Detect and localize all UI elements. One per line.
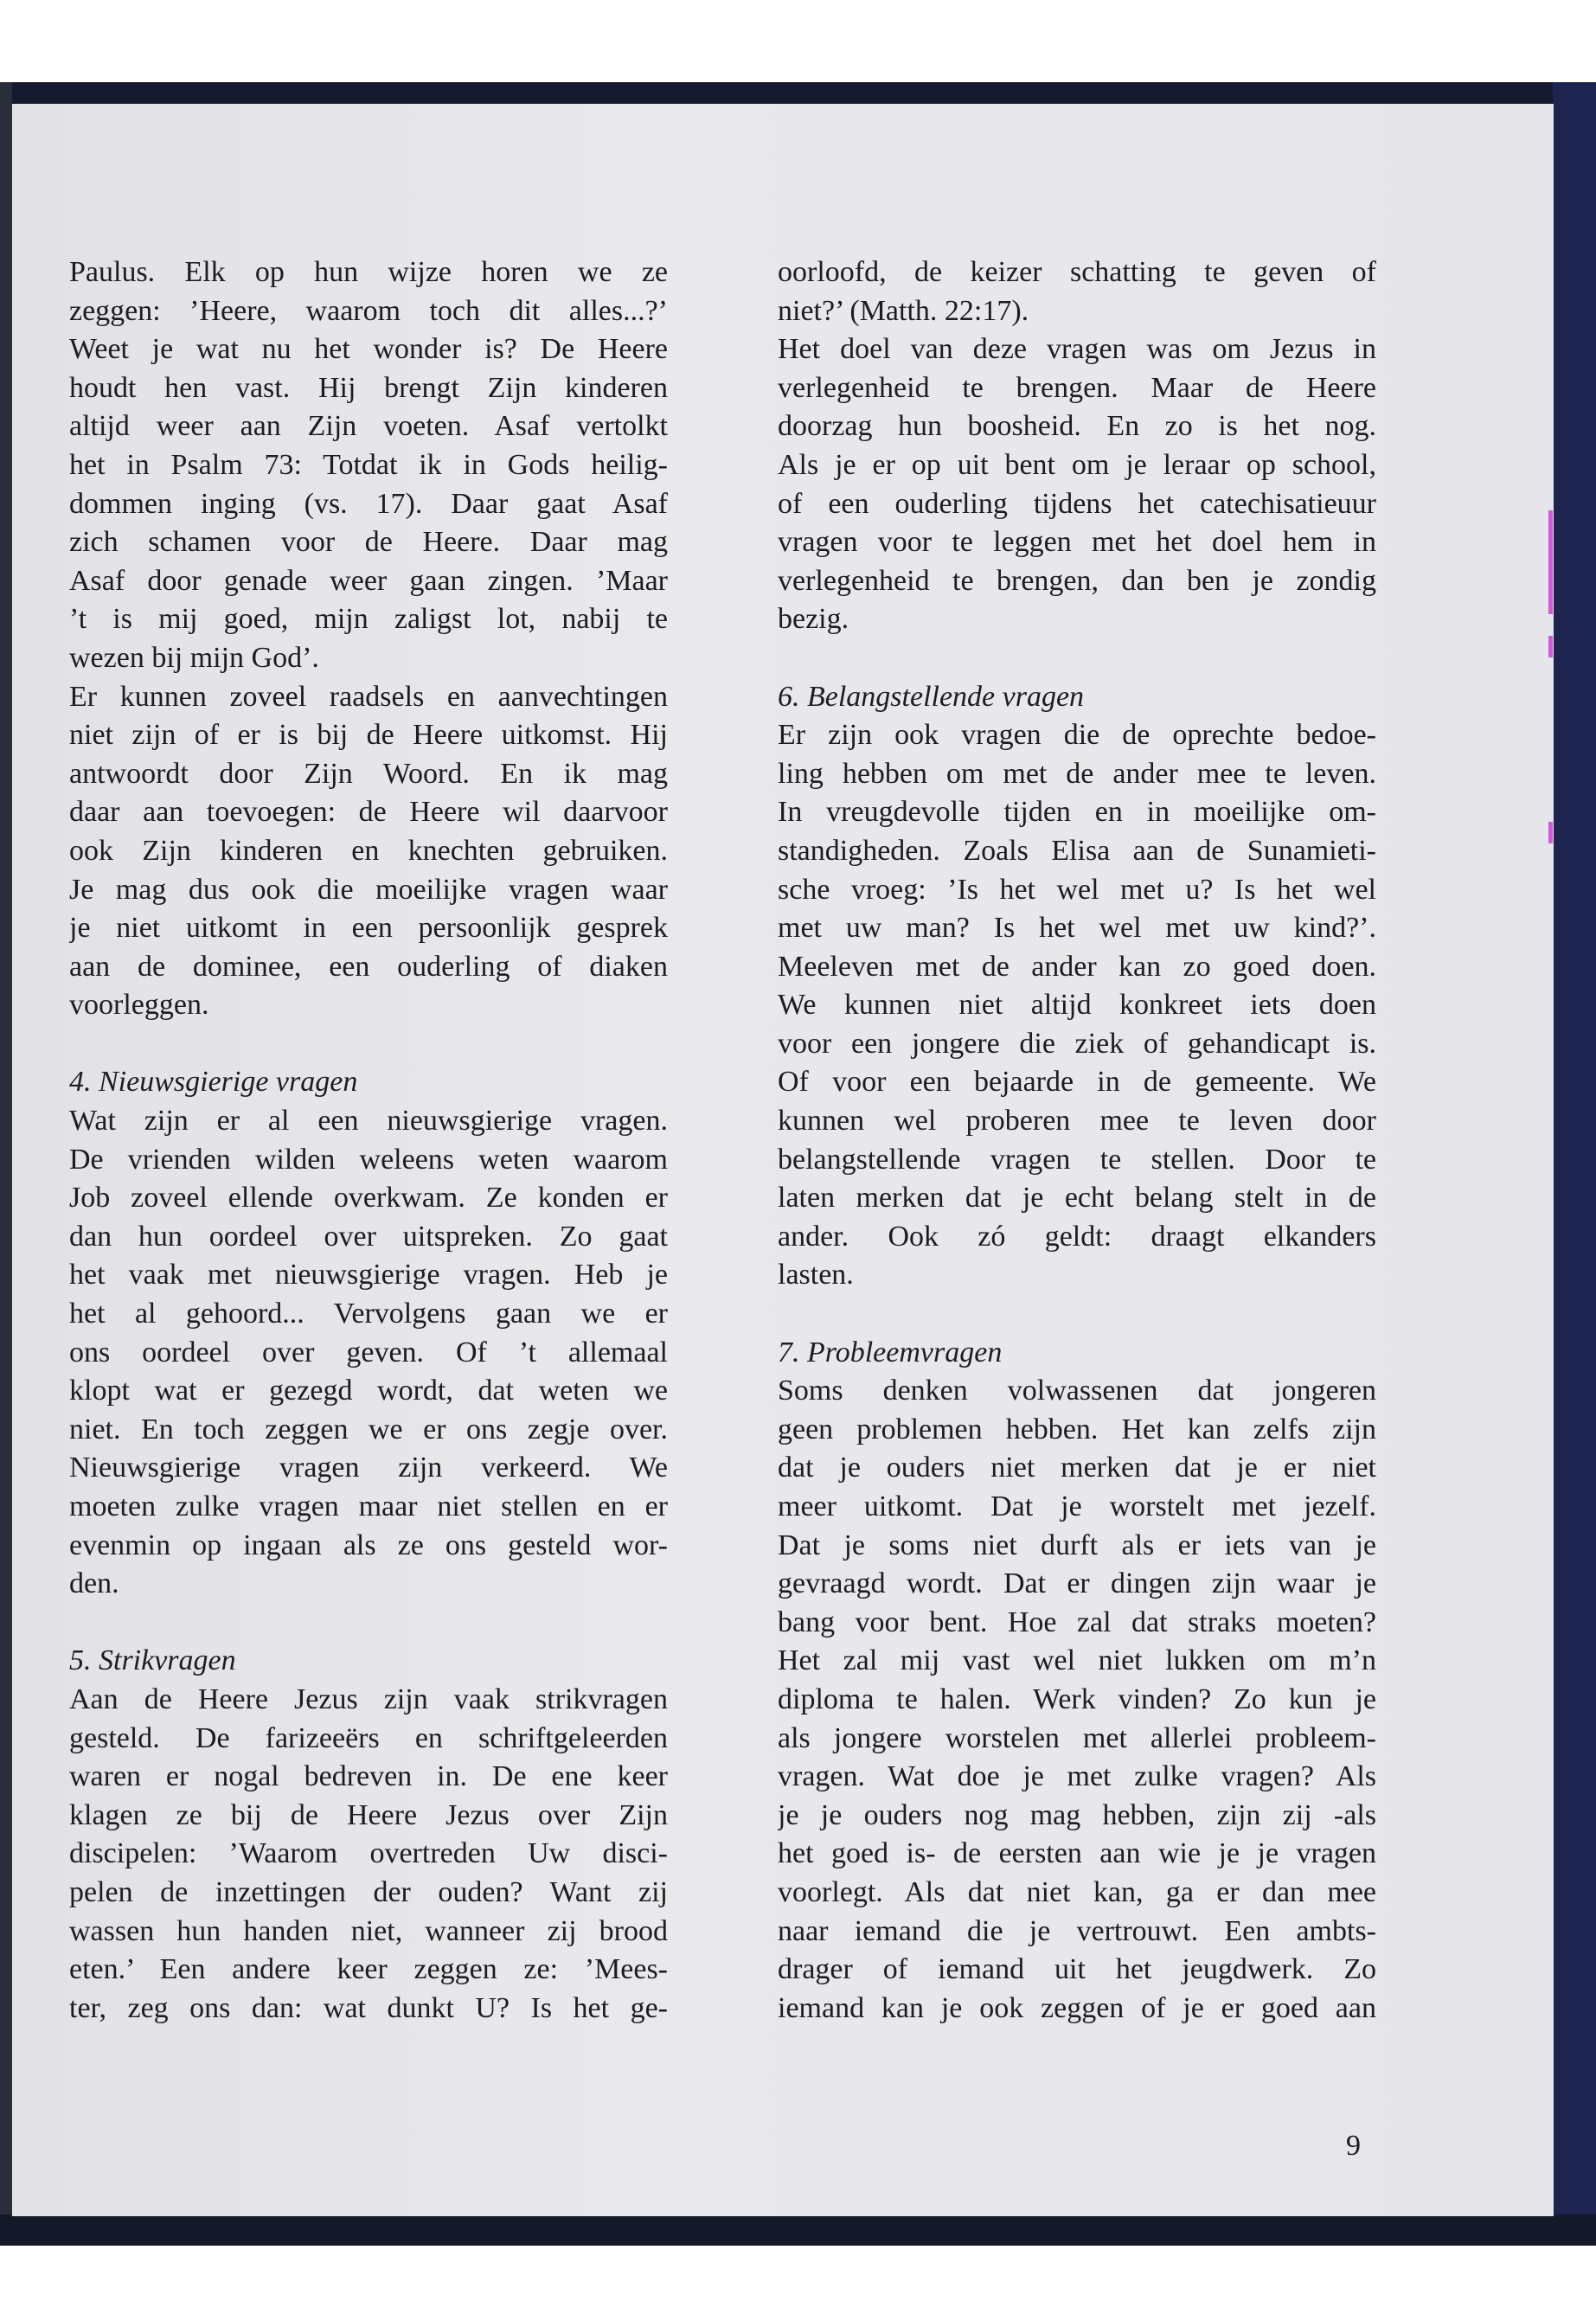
- book-cover-left-edge: [0, 82, 12, 2245]
- text-line: iemand kan je ook zeggen of je er goed aan: [778, 1991, 1376, 2024]
- text-line: kunnen wel proberen mee te leven door: [778, 1105, 1376, 1138]
- blank-line: [69, 1025, 668, 1064]
- text-line: het in Psalm 73: Totdat ik in Gods heilig-: [69, 448, 668, 481]
- text-line: oorloofd, de keizer schatting te geven of: [778, 256, 1376, 288]
- text-line: je niet uitkomt in een persoonlijk gesprek: [69, 912, 668, 945]
- text-line: pelen de inzettingen der ouden? Want zij: [69, 1875, 668, 1908]
- text-line: Job zoveel ellende overkwam. Ze konden er: [69, 1182, 668, 1215]
- text-line: voorleggen.: [69, 989, 209, 1022]
- text-line: In vreugdevolle tijden en in moeilijke om-: [778, 796, 1376, 829]
- text-line: vragen voor te leggen met het doel hem in: [778, 526, 1376, 559]
- text-line: klagen ze bij de Heere Jezus over Zijn: [69, 1798, 668, 1831]
- text-line: zeggen: ’Heere, waarom toch dit alles...?’: [69, 294, 668, 327]
- text-line: dommen inging (vs. 17). Daar gaat Asaf: [69, 487, 668, 520]
- text-line: het goed is- de eersten aan wie je je vragen: [778, 1837, 1376, 1870]
- text-line: laten merken dat je echt belang stelt in de: [778, 1182, 1376, 1215]
- book-cover-right-edge: [1553, 82, 1596, 2245]
- text-line: gevraagd wordt. Dat er dingen zijn waar je: [778, 1567, 1376, 1600]
- text-line: eten.’ Een andere keer zeggen ze: ’Mees-: [69, 1953, 668, 1986]
- text-line: klopt wat er gezegd wordt, dat weten we: [69, 1375, 668, 1407]
- blank-line: [778, 1295, 1376, 1334]
- text-line: Je mag dus ook die moeilijke vragen waar: [69, 873, 668, 906]
- book-cover-bottom-edge: [0, 2214, 1596, 2246]
- text-line: Paulus. Elk op hun wijze horen we ze: [69, 256, 668, 288]
- page-edge-mark: [1548, 536, 1553, 614]
- text-line: doorzag hun boosheid. En zo is het nog.: [778, 410, 1376, 443]
- text-line: naar iemand die je vertrouwt. Een ambts-: [778, 1914, 1376, 1947]
- text-line: altijd weer aan Zijn voeten. Asaf vertolkt: [69, 410, 668, 443]
- text-line: het al gehoord... Vervolgens gaan we er: [69, 1298, 668, 1330]
- text-line: niet?’ (Matth. 22:17).: [778, 294, 1029, 327]
- right-text-column: [778, 253, 1376, 2028]
- text-line: evenmin op ingaan als ze ons gesteld wor-: [69, 1529, 668, 1561]
- text-line: drager of iemand uit het jeugdwerk. Zo: [778, 1953, 1376, 1986]
- text-line: verlegenheid te brengen. Maar de Heere: [778, 371, 1376, 404]
- text-line: bang voor bent. Hoe zal dat straks moeten?: [778, 1606, 1376, 1638]
- text-line: houdt hen vast. Hij brengt Zijn kinderen: [69, 371, 668, 404]
- text-line: Wat zijn er al een nieuwsgierige vragen.: [69, 1105, 668, 1138]
- text-line: Aan de Heere Jezus zijn vaak strikvragen: [69, 1682, 668, 1715]
- text-line: diploma te halen. Werk vinden? Zo kun je: [778, 1682, 1376, 1715]
- text-line: aan de dominee, een ouderling of diaken: [69, 950, 668, 983]
- text-line: het vaak met nieuwsgierige vragen. Heb je: [69, 1259, 668, 1292]
- text-line: Er zijn ook vragen die de oprechte bedoe-: [778, 719, 1376, 752]
- page-edge-mark: [1548, 822, 1553, 843]
- text-line: We kunnen niet altijd konkreet iets doen: [778, 989, 1376, 1022]
- text-line: wezen bij mijn God’.: [69, 641, 319, 674]
- text-line: waren er nogal bedreven in. De ene keer: [69, 1760, 668, 1793]
- text-line: den.: [69, 1567, 119, 1600]
- text-line: standigheden. Zoals Elisa aan de Sunamieti-: [778, 834, 1376, 867]
- text-line: Meeleven met de ander kan zo goed doen.: [778, 950, 1376, 983]
- page-number: 9: [1346, 2130, 1361, 2162]
- text-line: Nieuwsgierige vragen zijn verkeerd. We: [69, 1452, 668, 1484]
- text-line: niet zijn of er is bij de Heere uitkomst. Hij: [69, 719, 668, 752]
- text-line: antwoordt door Zijn Woord. En ik mag: [69, 757, 668, 790]
- text-line: ons oordeel over geven. Of ’t allemaal: [69, 1336, 668, 1368]
- section-heading: 4. Nieuwsgierige vragen: [69, 1066, 358, 1099]
- text-line: Er kunnen zoveel raadsels en aanvechtingen: [69, 680, 668, 713]
- text-line: ling hebben om met de ander mee te leven.: [778, 757, 1376, 790]
- blank-line: [778, 639, 1376, 678]
- text-line: wassen hun handen niet, wanneer zij brood: [69, 1914, 668, 1947]
- text-line: discipelen: ’Waarom overtreden Uw disci-: [69, 1837, 668, 1870]
- text-line: De vrienden wilden weleens weten waarom: [69, 1143, 668, 1176]
- text-line: verlegenheid te brengen, dan ben je zondig: [778, 564, 1376, 597]
- text-line: lasten.: [778, 1259, 854, 1292]
- text-line: Het zal mij vast wel niet lukken om m’n: [778, 1644, 1376, 1677]
- text-line: bezig.: [778, 603, 849, 636]
- page-edge-mark: [1548, 636, 1553, 657]
- text-line: Of voor een bejaarde in de gemeente. We: [778, 1066, 1376, 1099]
- text-line: moeten zulke vragen maar niet stellen en er: [69, 1490, 668, 1522]
- text-line: ook Zijn kinderen en knechten gebruiken.: [69, 834, 668, 867]
- text-line: voor een jongere die ziek of gehandicapt is.: [778, 1027, 1376, 1060]
- text-line: voorlegt. Als dat niet kan, ga er dan mee: [778, 1875, 1376, 1908]
- text-line: sche vroeg: ’Is het wel met u? Is het wel: [778, 873, 1376, 906]
- text-line: ’t is mij goed, mijn zaligst lot, nabij te: [69, 603, 668, 636]
- text-line: Als je er op uit bent om je leraar op school,: [778, 448, 1376, 481]
- book-cover-top-edge: [0, 82, 1596, 106]
- text-line: met uw man? Is het wel met uw kind?’.: [778, 912, 1376, 945]
- text-line: dat je ouders niet merken dat je er niet: [778, 1452, 1376, 1484]
- text-line: of een ouderling tijdens het catechisatieuur: [778, 487, 1376, 520]
- text-line: Weet je wat nu het wonder is? De Heere: [69, 333, 668, 366]
- section-heading: 6. Belangstellende vragen: [778, 680, 1085, 713]
- text-line: Het doel van deze vragen was om Jezus in: [778, 333, 1376, 366]
- section-heading: 5. Strikvragen: [69, 1644, 236, 1677]
- text-line: gesteld. De farizeeërs en schriftgeleerden: [69, 1721, 668, 1754]
- section-heading: 7. Probleemvragen: [778, 1336, 1003, 1368]
- text-line: dan hun oordeel over uitspreken. Zo gaat: [69, 1220, 668, 1253]
- text-line: Soms denken volwassenen dat jongeren: [778, 1375, 1376, 1407]
- text-line: meer uitkomt. Dat je worstelt met jezelf.: [778, 1490, 1376, 1522]
- text-line: ter, zeg ons dan: wat dunkt U? Is het ge-: [69, 1991, 668, 2024]
- page-edge-mark: [1548, 510, 1553, 536]
- text-line: als jongere worstelen met allerlei probleem-: [778, 1721, 1376, 1754]
- left-text-column: [69, 253, 668, 2028]
- text-line: belangstellende vragen te stellen. Door te: [778, 1143, 1376, 1176]
- text-line: Asaf door genade weer gaan zingen. ’Maar: [69, 564, 668, 597]
- text-line: vragen. Wat doe je met zulke vragen? Als: [778, 1760, 1376, 1793]
- blank-line: [69, 1604, 668, 1643]
- text-line: Dat je soms niet durft als er iets van je: [778, 1529, 1376, 1561]
- text-line: niet. En toch zeggen we er ons zegje over.: [69, 1413, 668, 1445]
- text-line: geen problemen hebben. Het kan zelfs zijn: [778, 1413, 1376, 1445]
- text-line: zich schamen voor de Heere. Daar mag: [69, 526, 668, 559]
- text-line: ander. Ook zó geldt: draagt elkanders: [778, 1220, 1376, 1253]
- text-line: daar aan toevoegen: de Heere wil daarvoor: [69, 796, 668, 829]
- text-line: je je ouders nog mag hebben, zijn zij -als: [778, 1798, 1376, 1831]
